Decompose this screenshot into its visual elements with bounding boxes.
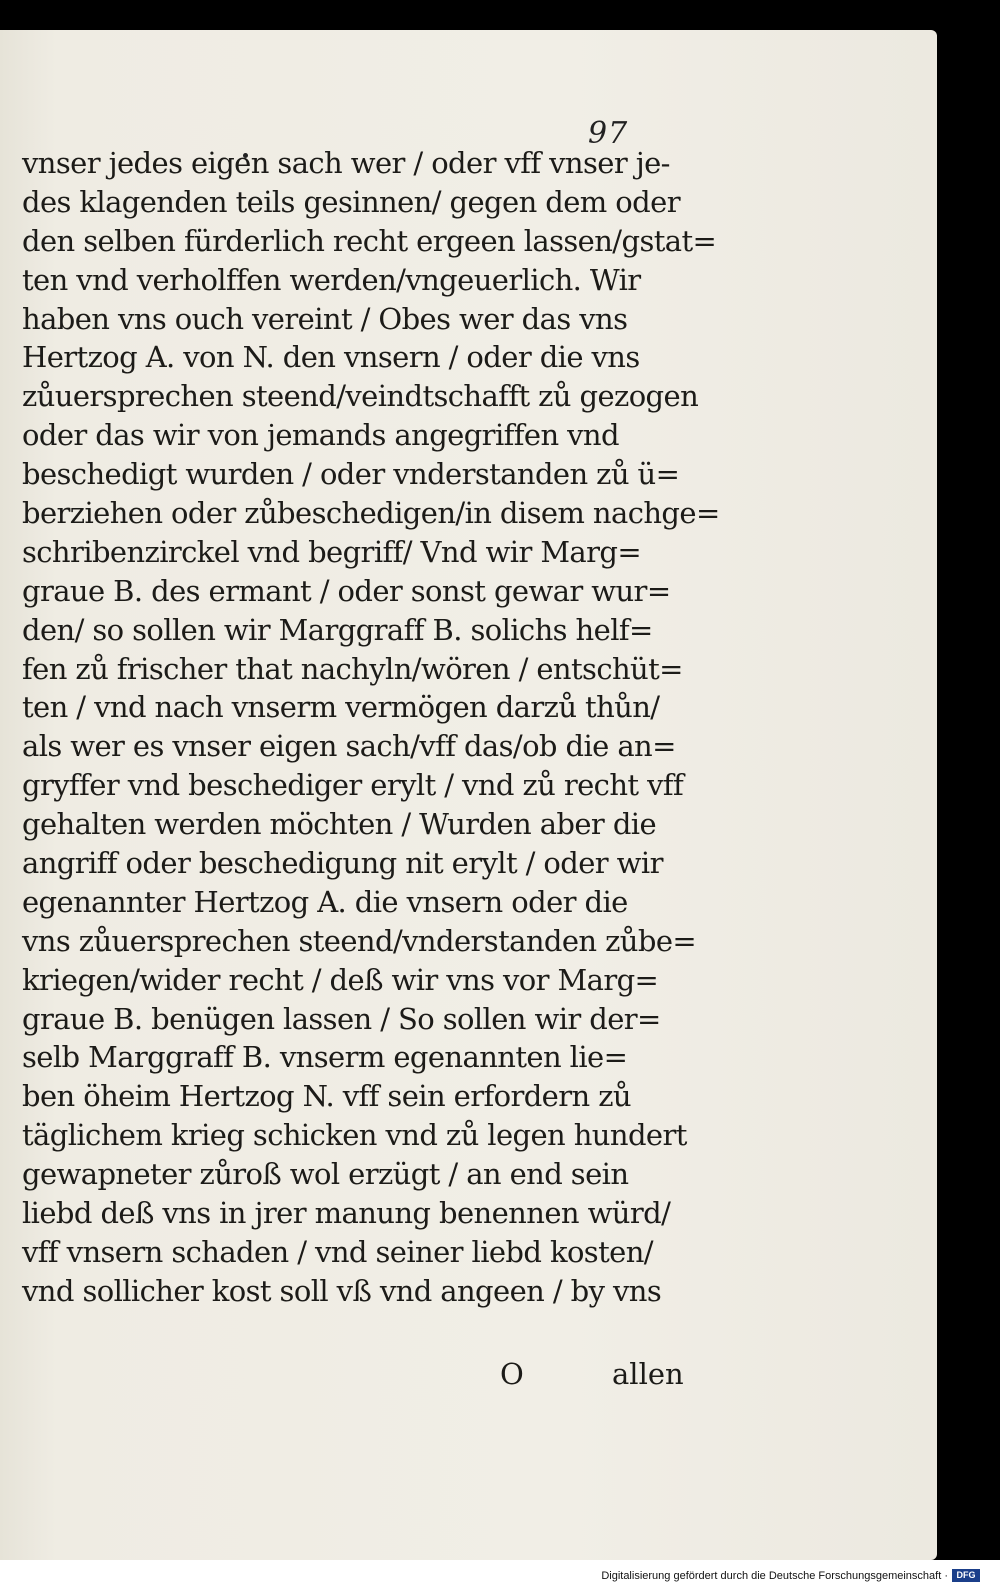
text-line: gehalten werden möchten / Wurden aber die (22, 807, 657, 842)
text-line: zůuersprechen steend/veindtschafft zů gezogen (22, 379, 699, 414)
text-line: als wer es vnser eigen sach/vff das/ob die an= (22, 729, 676, 764)
text-line: beschedigt wurden / oder vnderstanden zů ü= (22, 457, 680, 492)
text-line: gewapneter zůroß wol erzügt / an end sein (22, 1157, 629, 1192)
footer-credit: Digitalisierung gefördert durch die Deutsche Forschungsgemeinschaft · (601, 1570, 948, 1582)
text-line: ten vnd verholffen werden/vngeuerlich. Wir (22, 262, 641, 297)
text-line: selb Marggraff B. vnserm egenannten lie= (22, 1040, 628, 1075)
text-line: Hertzog A. von N. den vnsern / oder die vns (22, 340, 640, 375)
text-line: vnser jedes eigen sach wer / oder vff vnser je- (22, 146, 670, 180)
catchword-row (500, 1357, 700, 1397)
text-line: schribenzirckel vnd begriff/ Vnd wir Marg= (22, 534, 642, 569)
book-page (0, 30, 937, 1560)
text-line: kriegen/wider recht / deß wir vns vor Marg= (22, 962, 659, 997)
signature-mark: O (500, 1357, 524, 1391)
text-line: egenannter Hertzog A. die vnsern oder die (22, 884, 628, 919)
catchword: allen (612, 1357, 684, 1391)
text-line: den/ so sollen wir Marggraff B. solichs helf= (22, 612, 653, 647)
text-line: graue B. des ermant / oder sonst gewar wur= (22, 573, 671, 608)
text-line: graue B. benügen lassen / So sollen wir der= (22, 1001, 661, 1036)
text-line: gryffer vnd beschediger erylt / vnd zů recht vff (22, 768, 684, 803)
text-line: ben öheim Hertzog N. vff sein erfordern zů (22, 1079, 631, 1114)
text-block (22, 144, 720, 1311)
text-line: vns zůuersprechen steend/vnderstanden zůbe= (22, 923, 697, 958)
text-line: haben vns ouch vereint / Obes wer das vns (22, 301, 628, 336)
dfg-logo-icon: DFG (952, 1569, 980, 1582)
page-number: 97 (588, 116, 629, 151)
text-line: vnd sollicher kost soll vß vnd angeen / by vns (22, 1273, 662, 1308)
text-line: fen zů frischer that nachyln/wören / entschüt= (22, 651, 683, 686)
text-line: den selben fürderlich recht ergeen lassen/gstat= (22, 223, 717, 258)
text-line: vff vnsern schaden / vnd seiner liebd kosten/ (22, 1234, 653, 1269)
text-line: des klagenden teils gesinnen/ gegen dem oder (22, 184, 680, 219)
text-line: angriff oder beschedigung nit erylt / oder wir (22, 846, 663, 881)
text-line: ten / vnd nach vnserm vermögen darzů thůn/ (22, 690, 660, 725)
text-line: oder das wir von jemands angegriffen vnd (22, 418, 619, 453)
text-line: täglichem krieg schicken vnd zů legen hundert (22, 1118, 687, 1153)
text-line: berziehen oder zůbeschedigen/in disem nachge= (22, 496, 720, 531)
text-line: liebd deß vns in jrer manung benennen würd/ (22, 1196, 671, 1231)
